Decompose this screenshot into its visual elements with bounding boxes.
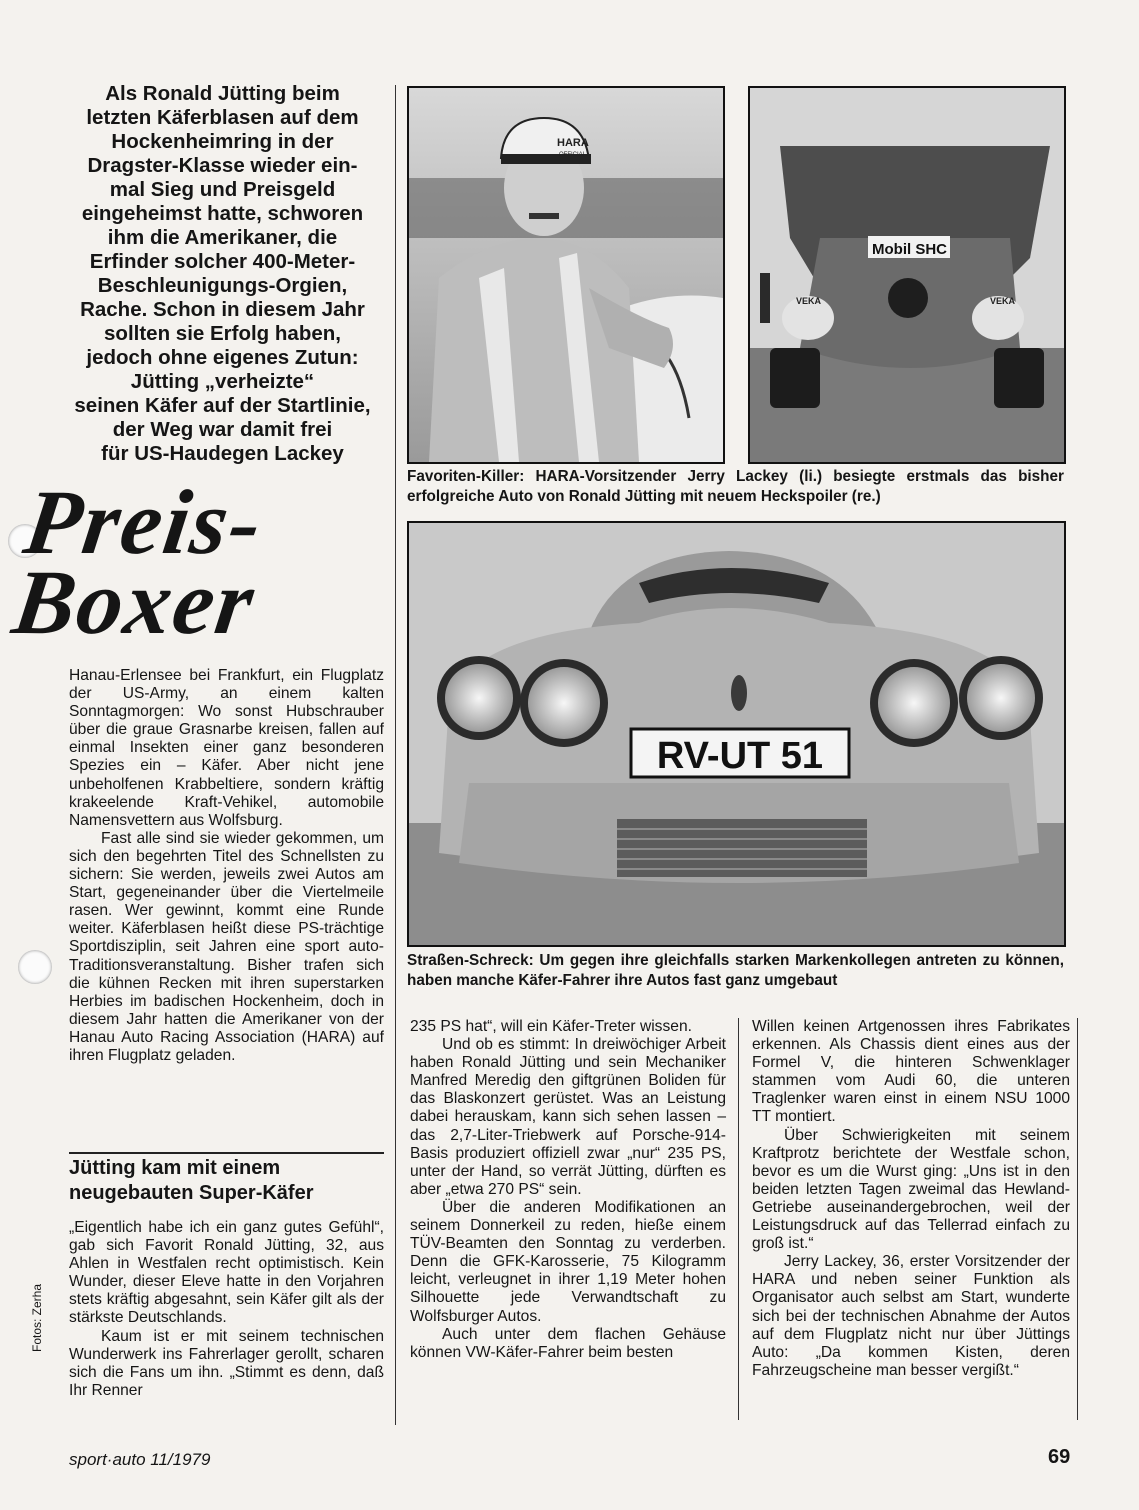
cap-text: HARA [557,137,589,149]
intro-line: seinen Käfer auf der Startlinie, [74,394,371,417]
intro-line: ihm die Amerikaner, die [107,226,338,249]
article-column-3 [752,1018,1070,1380]
intro-line: letzten Käferblasen auf dem [86,106,359,129]
spoiler-text: Mobil SHC [872,241,947,258]
punch-hole-bottom [18,950,52,984]
article-column-1 [69,667,384,1065]
paragraph: Und ob es stimmt: In dreiwöchiger Arbeit haben Ronald Jütting und sein Mechaniker Manfred Meredig den giftgrünen Boliden für das Blaskonzert gerüstet. Was an Leistung dabei herauskam, kann sich sehen lassen – das 2,7-Liter-Triebwerk auf Porsche-914-Basis produziert offiziell zwar „nur“ 235 PS, unter der Hand, so verrät Jütting, dürften es aber „etwa 270 PS“ sein. [410,1036,726,1198]
intro-line: Dragster-Klasse wieder ein- [87,154,358,177]
photo-credit: Fotos: Zerha [30,1283,44,1352]
paragraph: „Eigentlich habe ich ein ganz gutes Gefühl“, gab sich Favorit Ronald Jütting, 32, aus Ahlen in Westfalen recht optimistisch. Kein Wunder, dieser Eleve hatte in den Vorjahren stets kräftig abgesahnt, sein Käfer gilt als der stärkste Deutschlands. [69,1219,384,1327]
paragraph: Über die anderen Modifikationen an seinem Donnerkeil zu reden, hieße einem TÜV-Beamten den Sonntag zu verderben. Denn die GFK-Karosserie, 75 Kilogramm leicht, verleugnet in ihrer 1,19 Meter hohen Silhouette jede Verwandtschaft zu Wolfsburger Autos. [410,1198,726,1325]
intro-line: Jütting „verheizte“ [130,370,315,393]
paragraph: Jerry Lackey, 36, erster Vorsitzender der HARA und neben seiner Funktion als Organisator auch selbst am Start, wunderte sich bei der technischen Abnahme der Autos auf dem Flugplatz nicht nur über Jüttings Auto: „Da kommen Kisten, deren Fahrzeugscheine man besser vergißt.“ [752,1253,1070,1379]
sticker-right: VEKA [990,296,1016,306]
intro-line: Als Ronald Jütting beim [105,82,340,105]
license-plate: RV-UT 51 [656,735,824,777]
headline [7,471,411,653]
paragraph: Fast alle sind sie wieder gekommen, um sich den begehrten Titel des Schnellsten zu sichern: Sie werden, jeweils zwei Autos am Start, gegeneinander über die Viertelmeile rasen. Wer gewinnt, kommt eine Runde weiter. Käferblasen heißt diese PS-trächtige Sportdisziplin, seit Jahren eine sport auto-Traditionsveranstaltung. Bisher trafen sich die kühnen Recken mit ihren superstarken Herbies im badischen Hockenheim, doch in diesem Jahr hatten die Amerikaner von der Hanau Auto Racing Association (HARA) auf ihren Flugplatz geladen. [69,829,384,1064]
photo-caption-bottom: Straßen-Schreck: Um gegen ihre gleichfalls starken Markenkollegen antreten zu können, haben manche Käfer-Fahrer ihre Autos fast ganz umgebaut [407,952,1064,989]
rear-spoiler-illustration [750,88,1064,462]
headline-line-1: Preis- [18,471,270,573]
article-column-1-continued [69,1219,384,1400]
column-divider [738,1018,739,1420]
headline-line-2: Boxer [7,551,262,653]
intro-line: der Weg war damit frei [112,418,333,441]
intro-line: Beschleunigungs-Orgien, [97,274,348,297]
paragraph: Kaum ist er mit seinem technischen Wunderwerk ins Fahrerlager gerollt, scharen sich die Fans um ihn. „Stimmt es denn, daß Ihr Renner [69,1327,384,1399]
photo-rear-spoiler [748,86,1066,464]
photo-jerry-lackey [407,86,725,464]
paragraph: 235 PS hat“, will ein Käfer-Treter wissen. [410,1018,692,1035]
article-column-2 [410,1018,726,1362]
paragraph: Auch unter dem flachen Gehäuse können VW-Käfer-Fahrer beim besten [410,1325,726,1361]
page-number: 69 [1048,1446,1071,1468]
paragraph: Über Schwierigkeiten mit seinem Kraftprotz berichtete der Westfale schon, bevor es um die Wurst ging: „Uns ist in den beiden letzten Tagen zweimal das Hewland-Getriebe auseinandergebrochen, weil der Leistungsdruck auf das Tellerrad einfach zu groß ist.“ [752,1126,1070,1253]
photo-front-kaefer [407,521,1066,947]
intro-line: mal Sieg und Preisgeld [109,178,336,201]
portrait-illustration [409,88,723,462]
intro-line: Rache. Schon in diesem Jahr [80,298,365,321]
intro-line: für US-Haudegen Lackey [101,442,344,465]
intro-line: Hockenheimring in der [111,130,334,153]
intro-line: Erfinder solcher 400-Meter- [89,250,356,273]
intro-text [55,82,390,466]
intro-line: eingeheimst hatte, schworen [81,202,364,225]
intro-line: jedoch ohne eigenes Zutun: [86,346,359,369]
paragraph: Willen keinen Artgenossen ihres Fabrikates erkennen. Als Chassis dient eines aus der Formel V, die hinteren Schwenklager stammen vom Audi 60, die unteren Traglenker waren einst in einem NSU 1000 TT montiert. [752,1018,1070,1126]
intro-line: sollten sie Erfolg haben, [104,322,341,345]
sticker-left: VEKA [796,296,822,306]
paragraph: Hanau-Erlensee bei Frankfurt, ein Flugplatz der US-Army, an einem kalten Sonntagmorgen: Wo sonst Hubschrauber über die graue Grasnarbe kreisen, fallen auf einmal Insekten einer ganz besonderen Spezies ein – Käfer. Aber nicht jene unbeholfenen Krabbeltiere, sondern kräftig krakeelende Kraft-Vehikel, automobile Namensvettern aus Wolfsburg. [69,667,384,829]
front-car-illustration [409,523,1064,945]
column-divider [395,85,396,1425]
subheading: Jütting kam mit einem neugebauten Super-Käfer [69,1152,384,1206]
photo-caption-top: Favoriten-Killer: HARA-Vorsitzender Jerry Lackey (li.) besiegte erstmals das bisher erfolgreiche Auto von Ronald Jütting mit neuem Heckspoiler (re.) [407,468,1064,505]
magazine-issue: sport·auto 11/1979 [69,1450,211,1469]
cap-subtext: OFFICIAL [559,152,587,158]
column-divider [1077,1018,1078,1420]
